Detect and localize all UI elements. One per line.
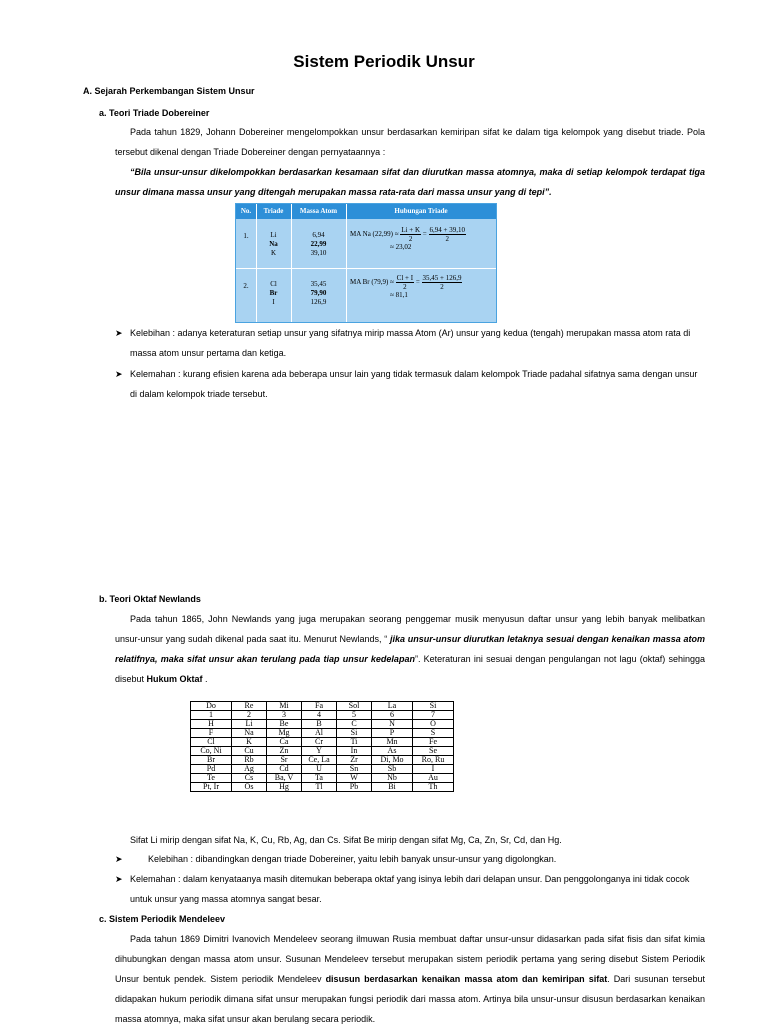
table-cell: Ba, V xyxy=(267,774,302,783)
arrow-bullet-icon: ➤ xyxy=(115,328,123,338)
table-cell: Y xyxy=(302,747,337,756)
table-cell: Be xyxy=(267,720,302,729)
triade-row1-mass: 6,94 22,99 39,10 xyxy=(310,231,327,257)
table-cell: Cd xyxy=(267,765,302,774)
table-cell: 7 xyxy=(413,711,454,720)
table-cell: Al xyxy=(302,729,337,738)
triade-row2-no: 2. xyxy=(243,282,249,290)
table-cell: Co, Ni xyxy=(191,747,232,756)
table-cell: Te xyxy=(191,774,232,783)
table-cell: Zn xyxy=(267,747,302,756)
triade-row2-elements: Cl Br I xyxy=(269,280,278,306)
table-cell: Fa xyxy=(302,702,337,711)
arrow-bullet-icon: ➤ xyxy=(115,874,123,884)
table-cell: Sol xyxy=(337,702,372,711)
table-cell: Ro, Ru xyxy=(413,756,454,765)
triade-header-massa: Massa Atom xyxy=(299,207,338,215)
table-cell: Si xyxy=(413,702,454,711)
table-cell: W xyxy=(337,774,372,783)
table-cell: Hg xyxy=(267,783,302,792)
table-cell: O xyxy=(413,720,454,729)
paragraph-triade: Pada tahun 1829, Johann Dobereiner mengelompokkan unsur berdasarkan kemiripan sifat ke dalam tiga kelompok yang disebut triade. Pola tersebut dikenal dengan Triade Dobereiner dengan pernyataannya : xyxy=(115,127,705,157)
table-cell: Cl xyxy=(191,738,232,747)
table-cell: Re xyxy=(232,702,267,711)
table-cell: Ti xyxy=(337,738,372,747)
table-cell: 4 xyxy=(302,711,337,720)
subheading-triade: a. Teori Triade Dobereiner xyxy=(99,108,210,118)
table-cell: As xyxy=(372,747,413,756)
table-cell: Si xyxy=(337,729,372,738)
table-cell: 5 xyxy=(337,711,372,720)
table-cell: Tl xyxy=(302,783,337,792)
table-cell: 3 xyxy=(267,711,302,720)
table-cell: Pb xyxy=(337,783,372,792)
table-cell: 2 xyxy=(232,711,267,720)
table-cell: Na xyxy=(232,729,267,738)
section-heading-a: A. Sejarah Perkembangan Sistem Unsur xyxy=(83,86,255,96)
table-cell: La xyxy=(372,702,413,711)
triade-row1-relation: MA Na (22,99) ≈ $\frac{Li + K}{2}$ = $\frac{6,94 + 39,10}{2}$ ≈ 23,02 xyxy=(350,226,465,251)
table-cell: C xyxy=(337,720,372,729)
table-cell: F xyxy=(191,729,232,738)
table-cell: Fe xyxy=(413,738,454,747)
subheading-oktaf: b. Teori Oktaf Newlands xyxy=(99,594,201,604)
triade-table xyxy=(235,203,497,323)
table-cell: Th xyxy=(413,783,454,792)
table-cell: Os xyxy=(232,783,267,792)
table-cell: Rb xyxy=(232,756,267,765)
oktaf-note: Sifat Li mirip dengan sifat Na, K, Cu, Rb, Ag, dan Cs. Sifat Be mirip dengan sifat Mg, Ca, Zn, Sr, Cd, dan Hg. xyxy=(130,835,562,845)
table-cell: Cr xyxy=(302,738,337,747)
table-cell: Au xyxy=(413,774,454,783)
table-cell: Ag xyxy=(232,765,267,774)
table-cell: Li xyxy=(232,720,267,729)
triade-header-hubungan: Hubungan Triade xyxy=(394,207,448,215)
table-cell: N xyxy=(372,720,413,729)
table-cell: Di, Mo xyxy=(372,756,413,765)
paragraph-mendeleev: Pada tahun 1869 Dimitri Ivanovich Mendeleev seorang ilmuwan Rusia membuat daftar unsur-unsur didasarkan pada sifat fisis dan sifat kimia dihubungkan dengan massa atom unsur. Susunan Mendeleev tersebut merupakan sistem periodik pertama yang sering disebut Sistem Periodik Unsur bentuk pendek. Sistem periodik Mendeleev disusun berdasarkan kenaikan massa atom dan kemiripan sifat. Dari susunan tersebut didapakan hukum periodik dimana sifat unsur merupakan fungsi periodik dari massa atom. Artinya bila unsur-unsur disusun berdasarkan kenaikan massa atomnya, maka sifat unsur akan berulang secara periodik. xyxy=(115,934,705,1024)
table-cell: Bi xyxy=(372,783,413,792)
table-cell: Sn xyxy=(337,765,372,774)
table-cell: 1 xyxy=(191,711,232,720)
subheading-mendeleev: c. Sistem Periodik Mendeleev xyxy=(99,914,226,924)
table-cell: Ce, La xyxy=(302,756,337,765)
table-cell: Sr xyxy=(267,756,302,765)
triade-kelemahan: ➤ Kelemahan : kurang efisien karena ada beberapa unsur lain yang tidak termasuk dalam kelompok Triade padahal sifatnya sama dengan unsur di dalam kelompok triade tersebut. xyxy=(115,364,705,404)
table-cell: Nb xyxy=(372,774,413,783)
table-cell: K xyxy=(232,738,267,747)
table-cell: I xyxy=(413,765,454,774)
table-cell: H xyxy=(191,720,232,729)
table-cell: Pd xyxy=(191,765,232,774)
table-cell: Ca xyxy=(267,738,302,747)
table-row xyxy=(191,711,454,720)
table-cell: Pt, Ir xyxy=(191,783,232,792)
triade-row2-mass: 35,45 79,90 126,9 xyxy=(310,280,327,306)
oktaf-kelebihan: ➤ Kelebihan : dibandingkan dengan triade Dobereiner, yaitu lebih banyak unsur-unsur yang digolongkan. xyxy=(115,849,705,869)
table-cell: 6 xyxy=(372,711,413,720)
oktaf-kelemahan: ➤ Kelemahan : dalam kenyataanya masih ditemukan beberapa oktaf yang isinya lebih dari delapan unsur. Dan penggolonganya ini tidak cocok untuk unsur yang massa atomnya sangat besar. xyxy=(115,869,705,909)
table-cell: Cu xyxy=(232,747,267,756)
table-row xyxy=(191,783,454,792)
triade-header-triade: Triade xyxy=(263,207,284,215)
table-row xyxy=(191,738,454,747)
arrow-bullet-icon: ➤ xyxy=(115,854,123,864)
page-title: Sistem Periodik Unsur xyxy=(293,52,475,71)
table-cell: Ta xyxy=(302,774,337,783)
table-cell: Mn xyxy=(372,738,413,747)
table-row xyxy=(191,756,454,765)
table-cell: Sb xyxy=(372,765,413,774)
triade-row1-no: 1. xyxy=(243,232,249,240)
quote-triade: “Bila unsur-unsur dikelompokkan berdasarkan kesamaan sifat dan diurutkan massa atomnya, maka di setiap kelompok terdapat tiga unsur dimana massa unsur yang ditengah merupakan massa rata-rata dari massa unsur yang di tepi”. xyxy=(115,167,705,197)
table-cell: B xyxy=(302,720,337,729)
table-cell: In xyxy=(337,747,372,756)
table-cell: Br xyxy=(191,756,232,765)
table-cell: Zr xyxy=(337,756,372,765)
table-cell: Do xyxy=(191,702,232,711)
triade-kelebihan: ➤ Kelebihan : adanya keteraturan setiap unsur yang sifatnya mirip massa Atom (Ar) unsur yang kedua (tengah) merupakan massa atom rata di massa atom unsur pertama dan ketiga. xyxy=(115,323,705,363)
triade-row2-relation: MA Br (79,9) ≈ $\frac{Cl + I}{2}$ = $\frac{35,45 + 126,9}{2}$ ≈ 81,1 xyxy=(350,274,462,299)
oktaf-table xyxy=(190,701,454,792)
table-cell: U xyxy=(302,765,337,774)
table-cell: Mi xyxy=(267,702,302,711)
table-cell: Cs xyxy=(232,774,267,783)
arrow-bullet-icon: ➤ xyxy=(115,369,123,379)
triade-table-header xyxy=(236,204,496,219)
table-cell: Mg xyxy=(267,729,302,738)
triade-row1-elements: Li Na K xyxy=(269,231,278,257)
paragraph-oktaf: Pada tahun 1865, John Newlands yang juga merupakan seorang penggemar musik menyusun daftar unsur yang lebih banyak melibatkan unsur-unsur yang sudah dikenal pada saat itu. Menurut Newlands, “ jika unsur-unsur diurutkan letaknya sesuai dengan kenaikan massa atom relatifnya, maka sifat unsur akan terulang pada tiap unsur kedelapan”. Keteraturan ini sesuai dengan pengulangan not lagu (oktaf) sehingga disebut Hukum Oktaf . xyxy=(115,614,706,684)
table-cell: P xyxy=(372,729,413,738)
triade-header-no: No. xyxy=(240,207,252,215)
table-row xyxy=(191,702,454,711)
table-cell: S xyxy=(413,729,454,738)
table-cell: Se xyxy=(413,747,454,756)
